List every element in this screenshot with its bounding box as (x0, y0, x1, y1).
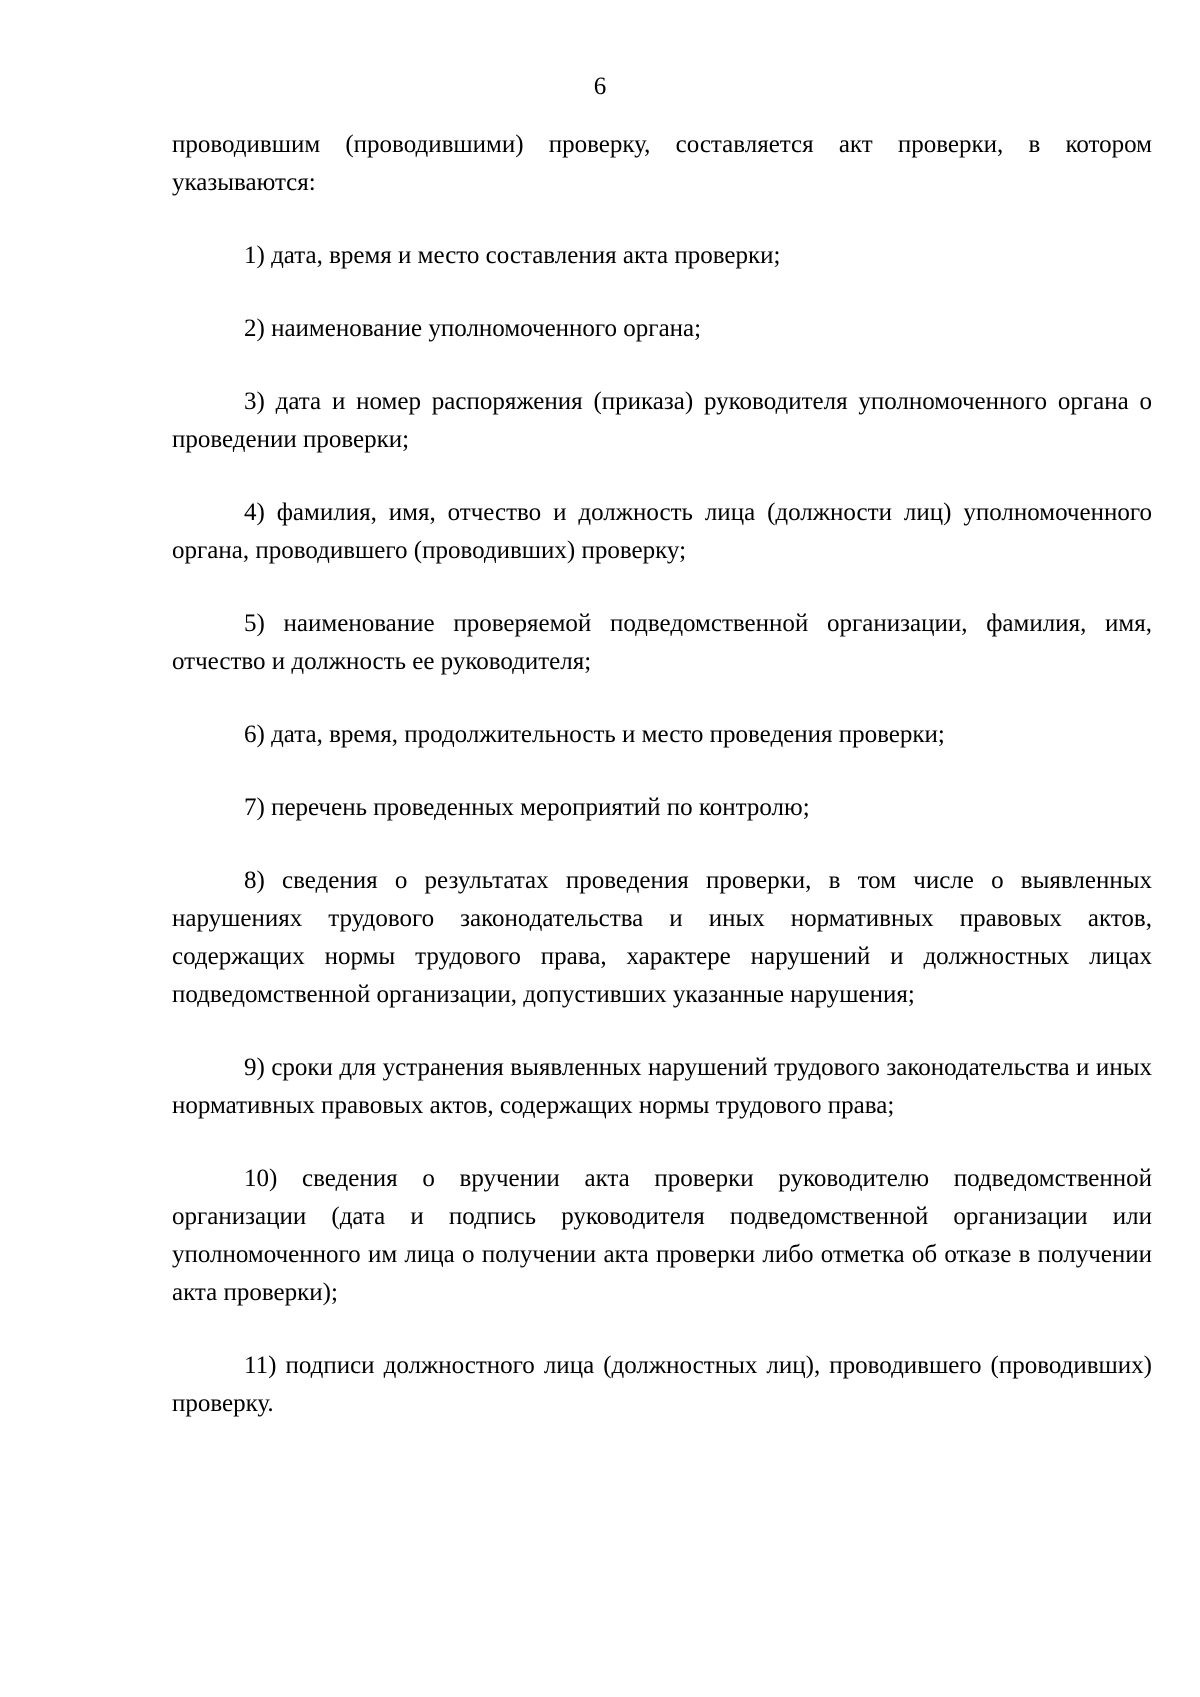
list-item-4: 4) фамилия, имя, отчество и должность лица (должности лиц) уполномоченного органа, проводившего (проводивших) проверку; (172, 499, 1152, 564)
list-item-1: 1) дата, время и место составления акта проверки; (244, 242, 781, 269)
page-number: 6 (593, 73, 607, 100)
document-body (172, 126, 1152, 1423)
list-item-5: 5) наименование проверяемой подведомственной организации, фамилия, имя, отчество и должность ее руководителя; (172, 610, 1152, 675)
list-item-11: 11) подписи должностного лица (должностных лиц), проводившего (проводивших) проверку. (172, 1352, 1152, 1417)
list-item-6: 6) дата, время, продолжительность и место проведения проверки; (244, 721, 945, 748)
list-item-10: 10) сведения о вручении акта проверки руководителю подведомственной организации (дата и подпись руководителя подведомственной организации или уполномоченного им лица о получении акта проверки либо отметка об отказе в получении акта проверки); (172, 1165, 1152, 1306)
intro-paragraph: проводившим (проводившими) проверку, составляется акт проверки, в котором указываются: (172, 131, 1152, 196)
list-item-8: 8) сведения о результатах проведения проверки, в том числе о выявленных нарушениях трудового законодательства и иных нормативных правовых актов, содержащих нормы трудового права, характере нарушений и должностных лицах подведомственной организации, допустивших указанные нарушения; (172, 867, 1152, 1008)
list-item-2: 2) наименование уполномоченного органа; (244, 315, 702, 342)
list-item-7: 7) перечень проведенных мероприятий по контролю; (244, 794, 810, 821)
list-item-9: 9) сроки для устранения выявленных нарушений трудового законодательства и иных нормативных правовых актов, содержащих нормы трудового права; (172, 1054, 1152, 1119)
list-item-3: 3) дата и номер распоряжения (приказа) руководителя уполномоченного органа о проведении проверки; (172, 388, 1152, 453)
